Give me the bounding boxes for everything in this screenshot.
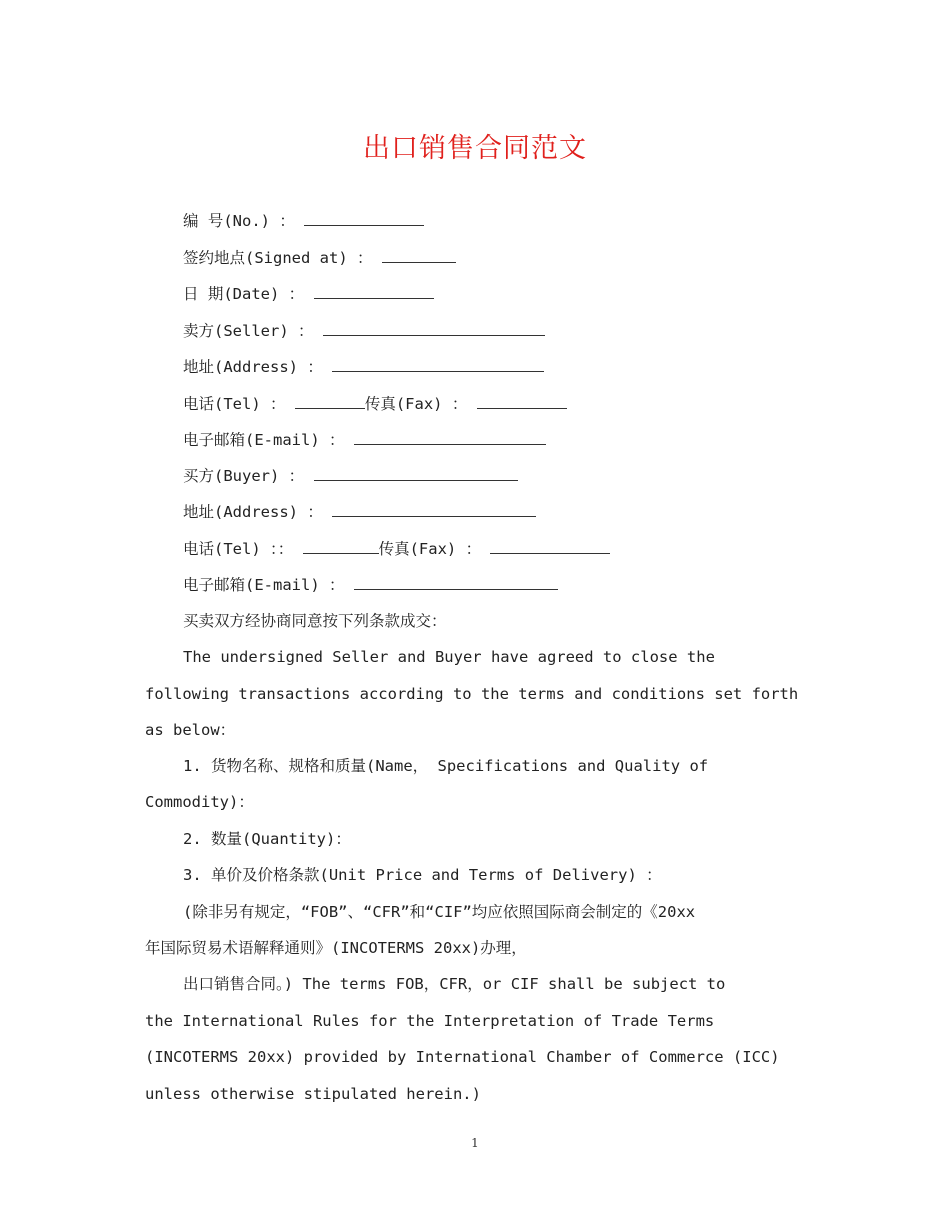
field-buyer-blank[interactable] (314, 463, 518, 481)
field-no (183, 208, 424, 232)
field-date-label: 日 期(Date) ： (183, 285, 305, 303)
field-seller-fax-label: 传真(Fax) ： (364, 395, 468, 413)
field-buyer-tel-label: 电话(Tel) ：： (183, 540, 294, 558)
clause-3: 3. 单价及价格条款(Unit Price and Terms of Delivery) ： (183, 866, 662, 884)
field-date-blank[interactable] (314, 281, 434, 299)
field-buyer-email-blank[interactable] (354, 572, 558, 590)
field-buyer-label: 买方(Buyer) ： (183, 467, 305, 485)
field-buyer-tel-fax (183, 536, 610, 560)
field-seller-tel-blank[interactable] (295, 391, 365, 409)
field-seller-email-label: 电子邮箱(E-mail) ： (183, 431, 345, 449)
document-title: 出口销售合同范文 (363, 133, 587, 164)
field-buyer-address-blank[interactable] (332, 499, 536, 517)
clause-1-cont: Commodity)： (145, 793, 254, 811)
page-number: 1 (471, 1136, 479, 1150)
clause-3-note: (INCOTERMS 20xx) provided by International Chamber of Commerce (ICC) (145, 1048, 780, 1066)
clause-1: 1. 货物名称、规格和质量(Name， Specifications and Quality of (183, 757, 709, 775)
field-date (183, 281, 434, 305)
field-seller-address (183, 354, 544, 378)
clause-2: 2. 数量(Quantity)： (183, 830, 351, 848)
field-no-blank[interactable] (304, 208, 424, 226)
field-no-label: 编 号(No.) ： (183, 212, 295, 230)
field-seller-address-blank[interactable] (332, 354, 544, 372)
field-signed-at-label: 签约地点(Signed at) ： (183, 249, 373, 267)
field-seller-email-blank[interactable] (354, 427, 546, 445)
field-seller-fax-blank[interactable] (477, 391, 567, 409)
field-seller (183, 318, 545, 342)
field-seller-tel-fax (183, 391, 567, 415)
field-buyer-tel-blank[interactable] (303, 536, 379, 554)
field-seller-blank[interactable] (323, 318, 545, 336)
field-buyer-email-label: 电子邮箱(E-mail) ： (183, 576, 345, 594)
field-buyer-address (183, 499, 536, 523)
agreement-cn: 买卖双方经协商同意按下列条款成交： (183, 612, 447, 630)
clause-3-note: unless otherwise stipulated herein.) (145, 1085, 481, 1103)
field-buyer-fax-blank[interactable] (490, 536, 610, 554)
field-buyer-email (183, 572, 558, 596)
clause-3-note: 出口销售合同。) The terms FOB，CFR，or CIF shall be subject to (183, 975, 726, 993)
clause-3-note: (除非另有规定，“FOB”、“CFR”和“CIF”均应依照国际商会制定的《20xx (183, 903, 696, 921)
field-buyer-address-label: 地址(Address) ： (183, 503, 323, 521)
field-seller-label: 卖方(Seller) ： (183, 322, 314, 340)
agreement-en-line: The undersigned Seller and Buyer have agreed to close the (183, 648, 715, 666)
field-signed-at-blank[interactable] (382, 245, 456, 263)
field-signed-at (183, 245, 456, 269)
clause-3-note: 年国际贸易术语解释通则》(INCOTERMS 20xx)办理， (145, 939, 527, 957)
clause-3-note: the International Rules for the Interpretation of Trade Terms (145, 1012, 715, 1030)
field-buyer (183, 463, 518, 487)
agreement-en-line: following transactions according to the terms and conditions set forth (145, 685, 799, 703)
field-buyer-fax-label: 传真(Fax) ： (378, 540, 482, 558)
field-seller-email (183, 427, 546, 451)
field-seller-tel-label: 电话(Tel) ： (183, 395, 286, 413)
field-seller-address-label: 地址(Address) ： (183, 358, 323, 376)
agreement-en-line: as below： (145, 721, 236, 739)
